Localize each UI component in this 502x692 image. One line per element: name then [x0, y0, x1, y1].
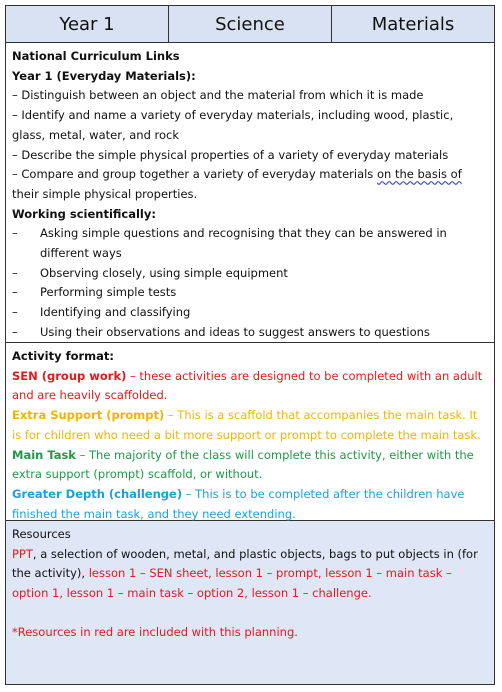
ws-item: – Asking simple questions and recognising that they can be answered in different ways — [12, 226, 447, 261]
ws-item: – Using their observations and ideas to suggest answers to questions — [12, 324, 430, 339]
working-scientifically-heading: Working scientifically: — [12, 206, 156, 221]
curriculum-heading: National Curriculum Links — [12, 49, 180, 63]
header-row — [6, 6, 494, 43]
curriculum-item: – Distinguish between an object and the material from which it is made — [12, 88, 424, 103]
activity-greater-depth: Greater Depth (challenge) – This is to be completed after the children have finished the main task, and they need extending. — [12, 486, 465, 521]
header-subject: Science — [168, 6, 331, 42]
activity-main-task: Main Task – The majority of the class will complete this activity, either with the extra support (prompt) scaffold, or without. — [12, 447, 474, 482]
curriculum-section — [6, 43, 494, 343]
compare-text-end: their simple physical properties. — [12, 186, 198, 201]
activity-section — [6, 343, 494, 521]
spacer — [12, 604, 488, 623]
header-year: Year 1 — [59, 13, 115, 35]
lesson-plan-sheet — [5, 5, 495, 685]
header-topic: Materials — [331, 6, 494, 42]
curriculum-item: – Identify and name a variety of everyday materials, including wood, plastic, glass, metal, water, and rock — [12, 108, 454, 142]
resources-section — [6, 521, 494, 684]
ws-item: – Performing simple tests — [12, 285, 177, 300]
activity-heading: Activity format: — [12, 349, 115, 363]
resources-list: PPT, a selection of wooden, metal, and plastic objects, bags to put objects in (for the activity), lesson 1 – SEN sheet, lesson 1 – prompt, lesson 1 – main task – option 1, lesson 1 – main task – option 2, lesson 1 – challenge. — [12, 546, 478, 601]
curriculum-subheading: Year 1 (Everyday Materials): — [12, 68, 196, 83]
spellcheck-marked-text: on the basis of — [376, 167, 462, 182]
compare-text: – Compare and group together a variety of everyday materials — [12, 167, 377, 182]
resources-heading: Resources — [12, 527, 71, 541]
ws-item: – Observing closely, using simple equipment — [12, 265, 288, 280]
ws-item: – Identifying and classifying — [12, 305, 191, 320]
curriculum-item — [12, 165, 488, 204]
activity-sen: SEN (group work) – these activities are designed to be completed with an adult and are heavily scaffolded. — [12, 368, 483, 403]
curriculum-item: – Describe the simple physical properties of a variety of everyday materials — [12, 147, 449, 162]
resources-note: *Resources in red are included with this planning. — [12, 624, 298, 639]
activity-extra-support: Extra Support (prompt) – This is a scaffold that accompanies the main task. It is for children who need a bit more support or prompt to complete the main task. — [12, 408, 481, 442]
